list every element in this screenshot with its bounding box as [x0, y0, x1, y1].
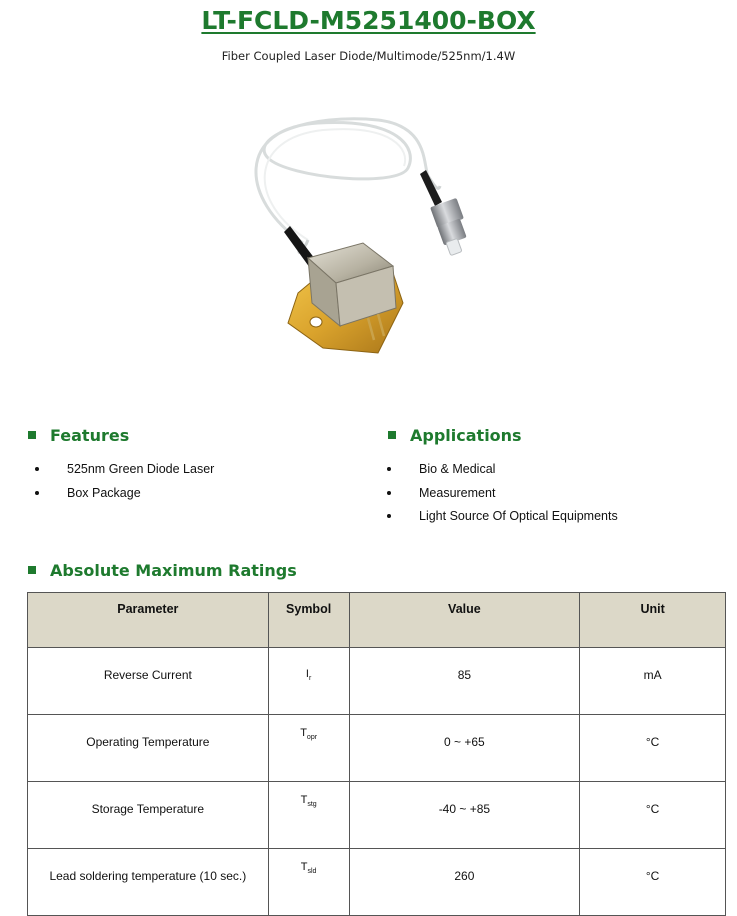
ratings-heading	[28, 561, 297, 580]
column-header-parameter: Parameter	[28, 593, 269, 648]
document-title: LT-FCLD-M5251400-BOX	[201, 6, 536, 35]
table-header-row	[28, 593, 726, 648]
symbol-sub: opr	[306, 734, 318, 742]
features-list	[35, 462, 214, 509]
column-header-symbol: Symbol	[268, 593, 349, 648]
bullet-icon	[35, 467, 39, 471]
symbol-sub: r	[308, 675, 312, 683]
list-item	[35, 486, 214, 510]
table-row	[28, 648, 726, 715]
bullet-icon	[387, 514, 391, 518]
list-item-text: Box Package	[67, 485, 141, 500]
symbol-main: T	[300, 861, 308, 873]
bullet-icon	[387, 467, 391, 471]
table-row	[28, 782, 726, 849]
symbol-sub: sld	[307, 868, 317, 876]
list-item	[387, 486, 618, 510]
list-item	[387, 462, 618, 486]
cell-unit: °C	[580, 715, 726, 782]
list-item-text: Light Source Of Optical Equipments	[419, 509, 618, 523]
ratings-table	[27, 592, 726, 916]
cell-unit: °C	[580, 849, 726, 916]
list-item	[35, 462, 214, 486]
applications-list	[387, 462, 618, 533]
document-subtitle: Fiber Coupled Laser Diode/Multimode/525nm/1.4W	[221, 49, 516, 63]
column-header-unit: Unit	[580, 593, 726, 648]
cell-parameter: Lead soldering temperature (10 sec.)	[28, 849, 269, 916]
symbol-main: T	[300, 794, 308, 806]
symbol-main: T	[300, 727, 307, 739]
cell-parameter: Storage Temperature	[28, 782, 269, 849]
square-bullet-icon	[28, 431, 36, 439]
square-bullet-icon	[28, 566, 36, 574]
ratings-heading-label: Absolute Maximum Ratings	[50, 561, 297, 580]
table-row	[28, 849, 726, 916]
cell-symbol	[268, 782, 349, 849]
table-row	[28, 715, 726, 782]
cell-parameter: Operating Temperature	[28, 715, 269, 782]
cell-symbol	[268, 715, 349, 782]
bullet-icon	[35, 491, 39, 495]
cell-parameter: Reverse Current	[28, 648, 269, 715]
symbol-sub: stg	[307, 801, 317, 809]
cell-unit: °C	[580, 782, 726, 849]
cell-symbol	[268, 648, 349, 715]
list-item-text: Bio & Medical	[419, 462, 496, 476]
square-bullet-icon	[388, 431, 396, 439]
list-item	[387, 509, 618, 533]
cell-value: 0 ~ +65	[349, 715, 580, 782]
applications-heading-label: Applications	[410, 426, 522, 445]
symbol-main: I	[305, 668, 309, 680]
cell-value: 85	[349, 648, 580, 715]
laser-diode-product-image	[228, 108, 528, 368]
features-heading	[28, 426, 129, 445]
applications-heading	[388, 426, 522, 445]
list-item-text: Measurement	[419, 485, 496, 500]
cell-unit: mA	[580, 648, 726, 715]
list-item-text: 525nm Green Diode Laser	[67, 462, 215, 476]
cell-value: -40 ~ +85	[349, 782, 580, 849]
bullet-icon	[387, 491, 391, 495]
column-header-value: Value	[349, 593, 580, 648]
cell-value: 260	[349, 849, 580, 916]
cell-symbol	[268, 849, 349, 916]
features-heading-label: Features	[50, 426, 130, 445]
